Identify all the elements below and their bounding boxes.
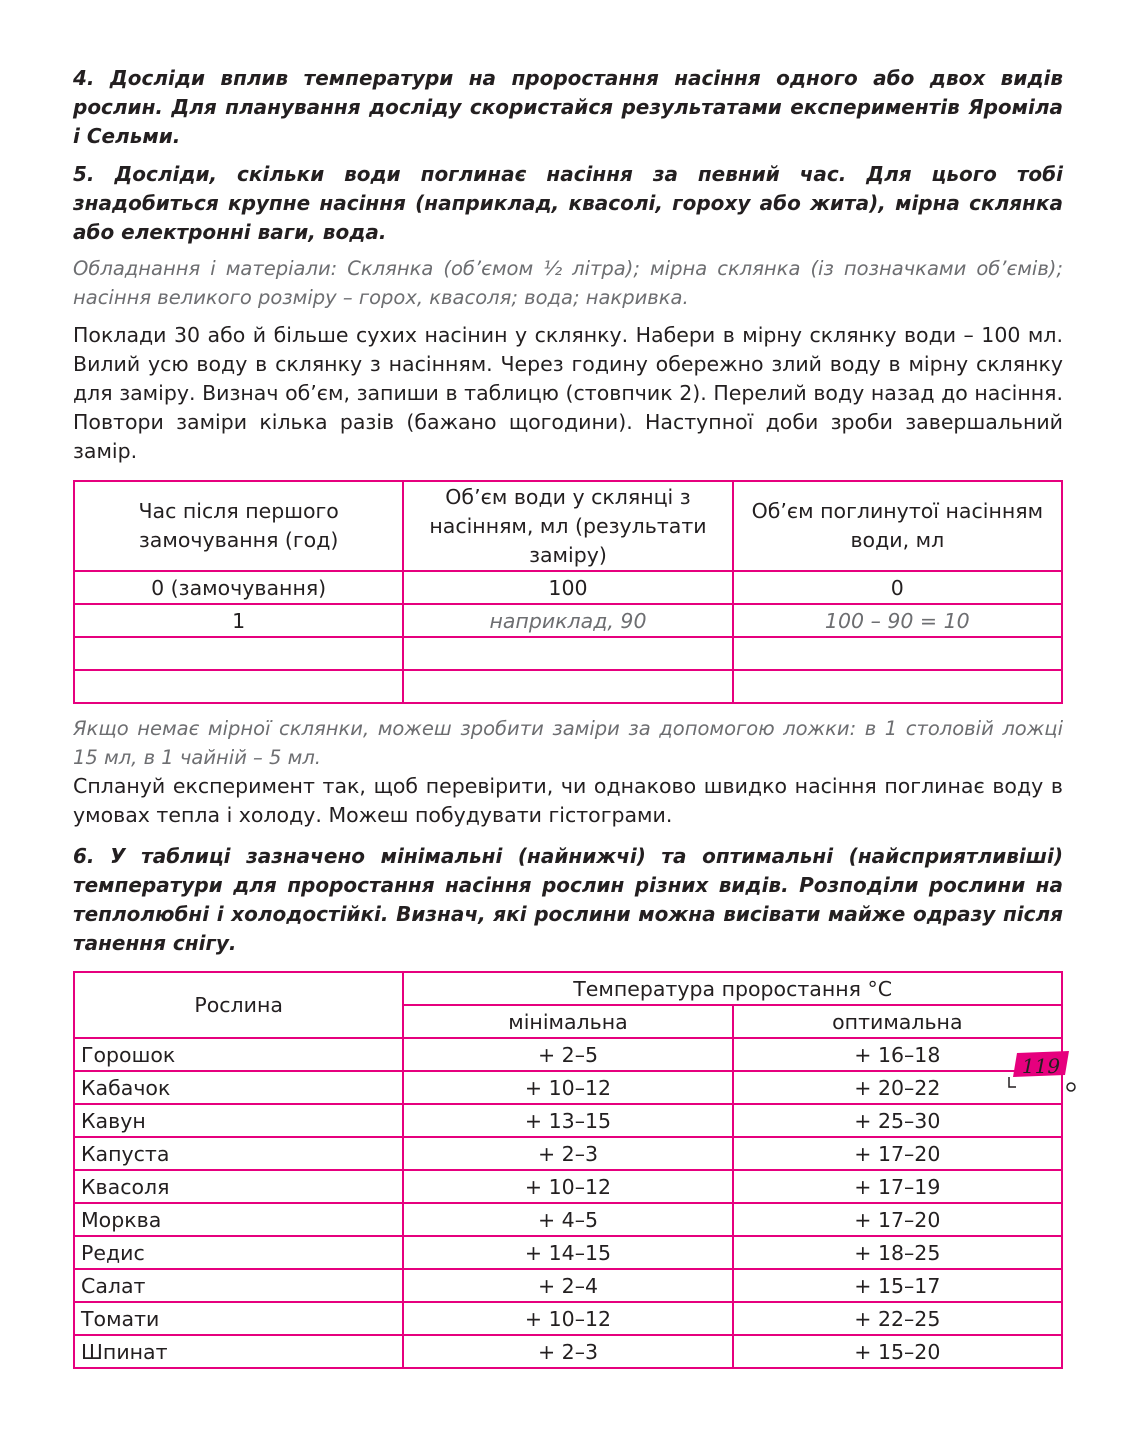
header-plant: Рослина bbox=[74, 972, 403, 1038]
page-content bbox=[73, 64, 1063, 1369]
table-row bbox=[74, 571, 1062, 604]
plant-name: Салат bbox=[74, 1269, 403, 1302]
circle-mark bbox=[1067, 1083, 1075, 1091]
table-cell bbox=[733, 637, 1062, 670]
table-row bbox=[74, 604, 1062, 637]
opt-temp: + 15–17 bbox=[733, 1269, 1062, 1302]
instructions: Поклади 30 або й більше сухих насінин у склянку. Набери в мірну склянку води – 100 мл. Вилий усю воду в склянку з насінням. Через годину обережно злий воду в мірну склянку для заміру. Визнач об’єм, запиши в таблицю (стовпчик 2). Перелий воду назад до насіння. Повтори заміри кілька разів (бажано щогодини). Наступної доби зроби завершальний замір. bbox=[73, 323, 1063, 463]
header-min: мінімальна bbox=[403, 1005, 732, 1038]
min-temp: + 2–4 bbox=[403, 1269, 732, 1302]
header-opt: оптимальна bbox=[733, 1005, 1062, 1038]
min-temp: + 2–5 bbox=[403, 1038, 732, 1071]
min-temp: + 2–3 bbox=[403, 1137, 732, 1170]
header-absorbed: Об’єм поглинутої насінням води, мл bbox=[733, 481, 1062, 571]
table-cell: 1 bbox=[74, 604, 403, 637]
table-cell: 100 – 90 = 10 bbox=[733, 604, 1062, 637]
min-temp: + 10–12 bbox=[403, 1302, 732, 1335]
header-volume: Об’єм води у склянці з насінням, мл (результати заміру) bbox=[403, 481, 732, 571]
plant-name: Шпинат bbox=[74, 1335, 403, 1368]
opt-temp: + 17–20 bbox=[733, 1203, 1062, 1236]
min-temp: + 14–15 bbox=[403, 1236, 732, 1269]
opt-temp: + 17–20 bbox=[733, 1137, 1062, 1170]
task-4: 4. Досліди вплив температури на проростання насіння одного або двох видів рослин. Для планування досліду скористайся результатами експериментів Яроміла і Сельми. bbox=[73, 66, 1063, 148]
min-temp: + 2–3 bbox=[403, 1335, 732, 1368]
plant-name: Морква bbox=[74, 1203, 403, 1236]
table-cell bbox=[733, 670, 1062, 703]
plant-name: Кавун bbox=[74, 1104, 403, 1137]
opt-temp: + 25–30 bbox=[733, 1104, 1062, 1137]
table-row bbox=[74, 1137, 1062, 1170]
table-cell: 0 (замочування) bbox=[74, 571, 403, 604]
table-row bbox=[74, 1302, 1062, 1335]
germination-table bbox=[73, 971, 1063, 1369]
min-temp: + 4–5 bbox=[403, 1203, 732, 1236]
equipment-note: Обладнання і матеріали: Склянка (об’ємом ½ літра); мірна склянка (із позначками об’ємів); насіння великого розміру – горох, квасоля; вода; накривка. bbox=[73, 257, 1063, 309]
opt-temp: + 16–18 bbox=[733, 1038, 1062, 1071]
table-cell bbox=[403, 637, 732, 670]
opt-temp: + 18–25 bbox=[733, 1236, 1062, 1269]
plant-name: Квасоля bbox=[74, 1170, 403, 1203]
table-row bbox=[74, 1203, 1062, 1236]
opt-temp: + 20–22 bbox=[733, 1071, 1062, 1104]
table-cell: 100 bbox=[403, 571, 732, 604]
page-number: 119 bbox=[1021, 1054, 1061, 1078]
plant-name: Капуста bbox=[74, 1137, 403, 1170]
table-cell bbox=[403, 670, 732, 703]
page-number-badge bbox=[1003, 1051, 1083, 1101]
opt-temp: + 15–20 bbox=[733, 1335, 1062, 1368]
table-header-row bbox=[74, 481, 1062, 571]
corner-mark bbox=[1009, 1077, 1016, 1087]
plan-text: Сплануй експеримент так, щоб перевірити, чи однаково швидко насіння поглинає воду в умовах тепла і холоду. Можеш побудувати гістограми. bbox=[73, 774, 1063, 827]
opt-temp: + 17–19 bbox=[733, 1170, 1062, 1203]
task-5: 5. Досліди, скільки води поглинає насіння за певний час. Для цього тобі знадобиться крупне насіння (наприклад, квасолі, гороху або жита), мірна склянка або електронні ваги, вода. bbox=[73, 162, 1063, 244]
header-time: Час після першого замочування (год) bbox=[74, 481, 403, 571]
table-row bbox=[74, 1236, 1062, 1269]
table-cell bbox=[74, 637, 403, 670]
table-row bbox=[74, 1269, 1062, 1302]
table-row bbox=[74, 1038, 1062, 1071]
plant-name: Горошок bbox=[74, 1038, 403, 1071]
table-row bbox=[74, 1170, 1062, 1203]
opt-temp: + 22–25 bbox=[733, 1302, 1062, 1335]
table-cell: 0 bbox=[733, 571, 1062, 604]
table-row bbox=[74, 637, 1062, 670]
table-cell: наприклад, 90 bbox=[403, 604, 732, 637]
min-temp: + 10–12 bbox=[403, 1071, 732, 1104]
absorption-table bbox=[73, 480, 1063, 704]
table-row bbox=[74, 1104, 1062, 1137]
header-temperature: Температура проростання °C bbox=[403, 972, 1062, 1005]
table-row bbox=[74, 670, 1062, 703]
min-temp: + 10–12 bbox=[403, 1170, 732, 1203]
table-row bbox=[74, 1335, 1062, 1368]
table-cell bbox=[74, 670, 403, 703]
table-row bbox=[74, 1071, 1062, 1104]
plant-name: Кабачок bbox=[74, 1071, 403, 1104]
task-6: 6. У таблиці зазначено мінімальні (найнижчі) та оптимальні (найсприятливіші) температури для проростання насіння рослин різних видів. Розподіли рослини на теплолюбні і холодостійкі. Визнач, які рослини можна висівати майже одразу після танення снігу. bbox=[73, 844, 1063, 955]
min-temp: + 13–15 bbox=[403, 1104, 732, 1137]
table-header-row bbox=[74, 972, 1062, 1005]
plant-name: Редис bbox=[74, 1236, 403, 1269]
plant-name: Томати bbox=[74, 1302, 403, 1335]
spoon-note: Якщо немає мірної склянки, можеш зробити заміри за допомогою ложки: в 1 столовій ложці 15 мл, в 1 чайній – 5 мл. bbox=[73, 717, 1063, 769]
